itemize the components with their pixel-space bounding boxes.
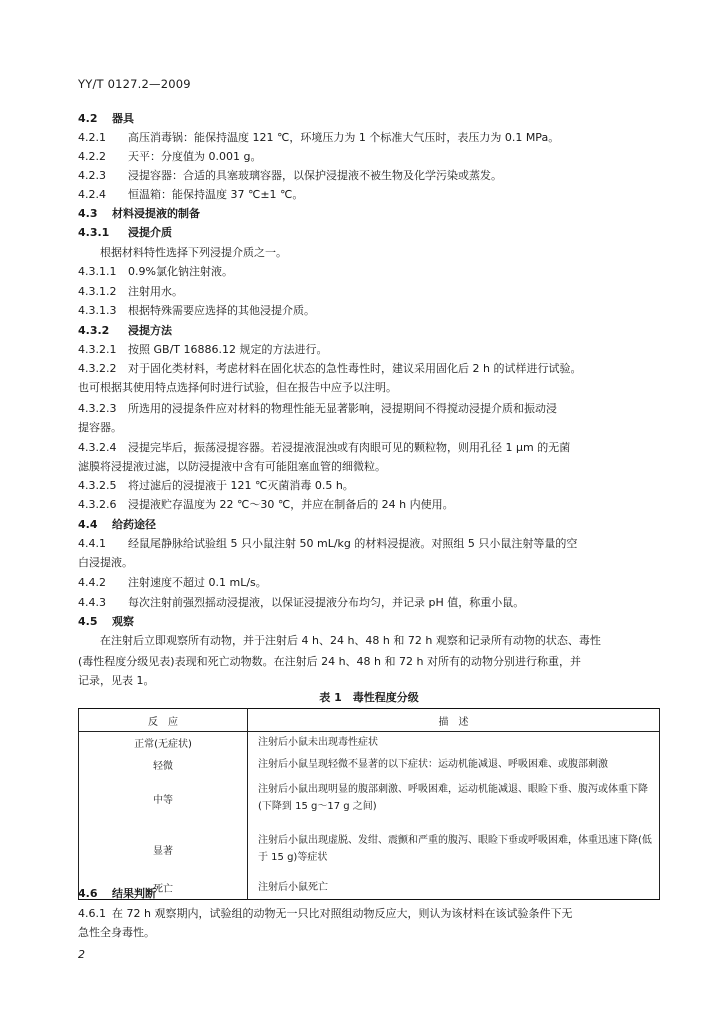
clause-4-3-1-3: 4.3.1.3 根据特殊需要应选择的其他浸提介质。 (78, 304, 315, 317)
description-cell: 注射后小鼠未出现毒性症状 (258, 737, 378, 748)
description-cell: 注射后小鼠出现虚脱、发绀、震颤和严重的腹泻、眼睑下垂或呼吸困难，体重迅速下降(低于 15 g)等症状 (258, 835, 652, 863)
clause-4-3-2-3-cont: 提容器。 (78, 421, 122, 434)
description-cell: 注射后小鼠出现明显的腹部刺激、呼吸困难，运动机能减退、眼睑下垂、腹泻或体重下降(下降到 15 g～17 g 之间) (258, 784, 648, 812)
reaction-cell: 中等 (79, 775, 248, 821)
clause-4-6-1: 4.6.1 在 72 h 观察期内，试验组的动物无一只比对照组动物反应大，则认为该材料在该试验条件下无 (78, 907, 573, 920)
clause-4-2-4: 4.2.4 恒温箱：能保持温度 37 ℃±1 ℃。 (78, 188, 304, 201)
section-heading-4-3-2: 4.3.2 浸提方法 (78, 324, 172, 337)
clause-4-6-1-cont: 急性全身毒性。 (78, 926, 155, 939)
clause-4-3-2-4-cont: 滤膜将浸提液过滤，以防浸提液中含有可能阻塞血管的细微粒。 (78, 460, 386, 473)
clause-4-4-1-cont: 白浸提液。 (78, 556, 133, 569)
table-title: 表 1 毒性程度分级 (319, 691, 419, 704)
section-heading-4-6: 4.6 结果判断 (78, 887, 156, 900)
table-header-row (79, 709, 660, 732)
page-number: 2 (78, 948, 85, 961)
clause-4-3-2-1: 4.3.2.1 按照 GB/T 16886.12 规定的方法进行。 (78, 343, 328, 356)
table-row (79, 732, 660, 754)
clause-4-3-2-4: 4.3.2.4 浸提完毕后，振荡浸提容器。若浸提液混浊或有肉眼可见的颗粒物，则用孔径 1 μm 的无菌 (78, 441, 571, 454)
description-cell: 注射后小鼠呈现轻微不显著的以下症状：运动机能减退、呼吸困难、或腹部刺激 (258, 758, 608, 770)
column-header-description: 描 述 (248, 709, 660, 732)
paragraph-observation-3: 记录，见表 1。 (78, 674, 155, 687)
clause-4-3-2-2-cont: 也可根据其使用特点选择何时进行试验，但在报告中应予以注明。 (78, 381, 397, 394)
section-heading-4-3-1: 4.3.1 浸提介质 (78, 226, 172, 239)
section-heading-4-4: 4.4 给药途径 (78, 518, 156, 531)
reaction-cell: 轻微 (79, 753, 248, 775)
section-heading-4-2: 4.2 器具 (78, 112, 134, 125)
clause-4-4-1: 4.4.1 经鼠尾静脉给试验组 5 只小鼠注射 50 mL/kg 的材料浸提液。对照组 5 只小鼠注射等量的空 (78, 537, 578, 550)
table-row (79, 775, 660, 821)
clause-4-3-1-2: 4.3.1.2 注射用水。 (78, 285, 183, 298)
clause-4-3-2-3: 4.3.2.3 所选用的浸提条件应对材料的物理性能无显著影响，浸提期间不得搅动浸提介质和振动浸 (78, 402, 557, 415)
clause-4-2-2: 4.2.2 天平：分度值为 0.001 g。 (78, 150, 262, 163)
clause-4-4-3: 4.4.3 每次注射前强烈摇动浸提液，以保证浸提液分布均匀，并记录 pH 值，称重小鼠。 (78, 596, 525, 609)
section-heading-4-5: 4.5 观察 (78, 615, 134, 628)
standard-header: YY/T 0127.2—2009 (78, 77, 191, 91)
clause-4-3-1-1: 4.3.1.1 0.9%氯化钠注射液。 (78, 265, 233, 278)
clause-4-3-2-6: 4.3.2.6 浸提液贮存温度为 22 ℃～30 ℃，并应在制备后的 24 h 内使用。 (78, 498, 454, 511)
description-cell: 注射后小鼠死亡 (258, 882, 328, 894)
clause-4-2-1: 4.2.1 高压消毒锅：能保持温度 121 ℃，环境压力为 1 个标准大气压时，表压力为 0.1 MPa。 (78, 131, 560, 144)
clause-4-3-2-2: 4.3.2.2 对于固化类材料，考虑材料在固化状态的急性毒性时，建议采用固化后 2 h 的试样进行试验。 (78, 362, 582, 375)
paragraph-observation-1: 在注射后立即观察所有动物，并于注射后 4 h、24 h、48 h 和 72 h 观察和记录所有动物的状态、毒性 (100, 634, 601, 647)
clause-4-4-2: 4.4.2 注射速度不超过 0.1 mL/s。 (78, 576, 267, 589)
paragraph-observation-2: (毒性程度分级见表)表现和死亡动物数。在注射后 24 h、48 h 和 72 h 对所有的动物分别进行称重，并 (78, 655, 581, 668)
paragraph-medium-intro: 根据材料特性选择下列浸提介质之一。 (100, 246, 287, 259)
table-row (79, 753, 660, 775)
clause-4-2-3: 4.2.3 浸提容器：合适的具塞玻璃容器，以保护浸提液不被生物及化学污染或蒸发。 (78, 169, 502, 182)
reaction-cell: 死亡 (79, 877, 248, 899)
clause-4-3-2-5: 4.3.2.5 将过滤后的浸提液于 121 ℃灭菌消毒 0.5 h。 (78, 479, 354, 492)
toxicity-grade-table (78, 708, 660, 900)
reaction-cell: 显著 (79, 821, 248, 877)
table-row (79, 821, 660, 877)
column-header-reaction: 反 应 (79, 709, 248, 732)
section-heading-4-3: 4.3 材料浸提液的制备 (78, 207, 200, 220)
reaction-cell: 正常(无症状) (79, 732, 248, 754)
